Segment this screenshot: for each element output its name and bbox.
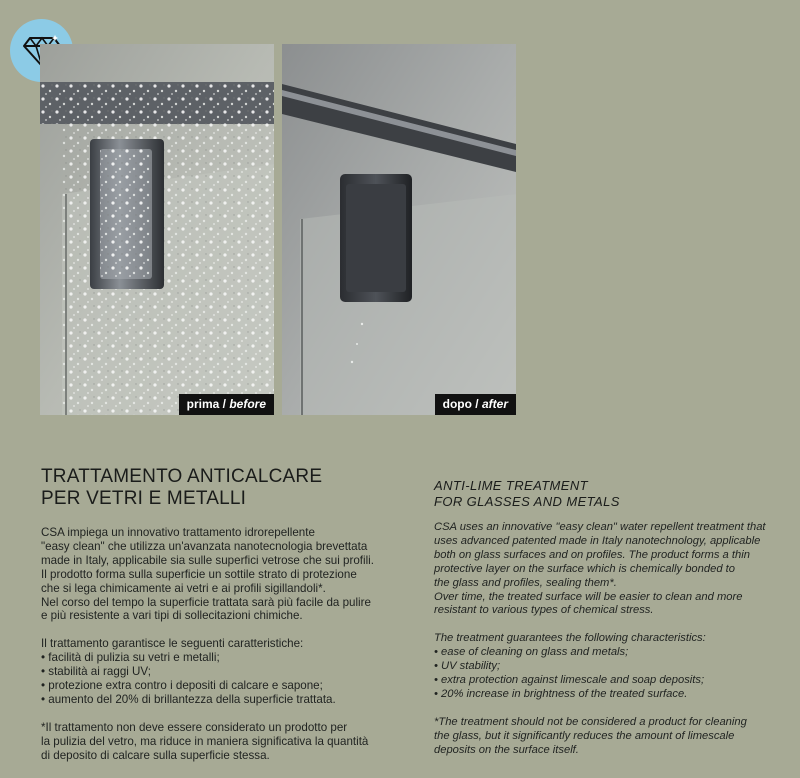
title-english: ANTI-LIME TREATMENT FOR GLASSES AND METALS	[434, 478, 620, 509]
note-italian: *Il trattamento non deve essere considerato un prodotto per la pulizia del vetro, ma riduce in maniera significativa la quantità di deposito di calcare sulla superficie stessa.	[41, 720, 369, 762]
caption-after: dopo / after	[435, 394, 516, 415]
list-item: • 20% increase in brightness of the treated surface.	[434, 688, 779, 702]
english-column	[434, 466, 779, 772]
title-italian: TRATTAMENTO ANTICALCARE PER VETRI E METALLI	[41, 466, 323, 509]
italian-column	[41, 466, 391, 777]
photo-before	[40, 44, 274, 415]
features-list-english	[434, 646, 779, 702]
intro-italian: CSA impiega un innovativo trattamento idrorepellente "easy clean" che utilizza un'avanzata nanotecnologia brevettata made in Italy, applicabile sia sulle superfici vetrose che sui profili. Il prodotto forma sulla superficie un sottile strato di protezione che si lega chimicamente ai vetri e ai profili sigillandoli*. Nel corso del tempo la superficie trattata sarà più facile da pulire e più resistente a vari tipi di sollecitazioni chimiche.	[41, 526, 374, 623]
list-item: • stabilità ai raggi UV;	[41, 665, 391, 679]
list-item: • ease of cleaning on glass and metals;	[434, 646, 779, 660]
features-list-italian	[41, 651, 391, 707]
list-item: • UV stability;	[434, 660, 779, 674]
list-item: • extra protection against limescale and soap deposits;	[434, 674, 779, 688]
note-english: *The treatment should not be considered a product for cleaning the glass, but it significantly reduces the amount of limescale deposits on the surface itself.	[434, 715, 747, 756]
features-lead-english: The treatment guarantees the following characteristics:	[434, 632, 706, 645]
features-lead-italian: Il trattamento garantisce le seguenti caratteristiche:	[41, 637, 304, 651]
photo-after	[282, 44, 516, 415]
list-item: • facilità di pulizia su vetri e metalli;	[41, 651, 391, 665]
list-item: • protezione extra contro i depositi di calcare e sapone;	[41, 679, 391, 693]
list-item: • aumento del 20% di brillantezza della superficie trattata.	[41, 693, 391, 707]
caption-before: prima / before	[179, 394, 274, 415]
intro-english: CSA uses an innovative "easy clean" water repellent treatment that uses advanced patented made in Italy nanotechnology, applicable both on glass surfaces and on profiles. The product forms a thin protective layer on the surface which is chemically bonded to the glass and profiles, sealing them*. Over time, the treated surface will be easier to clean and more resistant to various types of chemical stress.	[434, 521, 766, 617]
